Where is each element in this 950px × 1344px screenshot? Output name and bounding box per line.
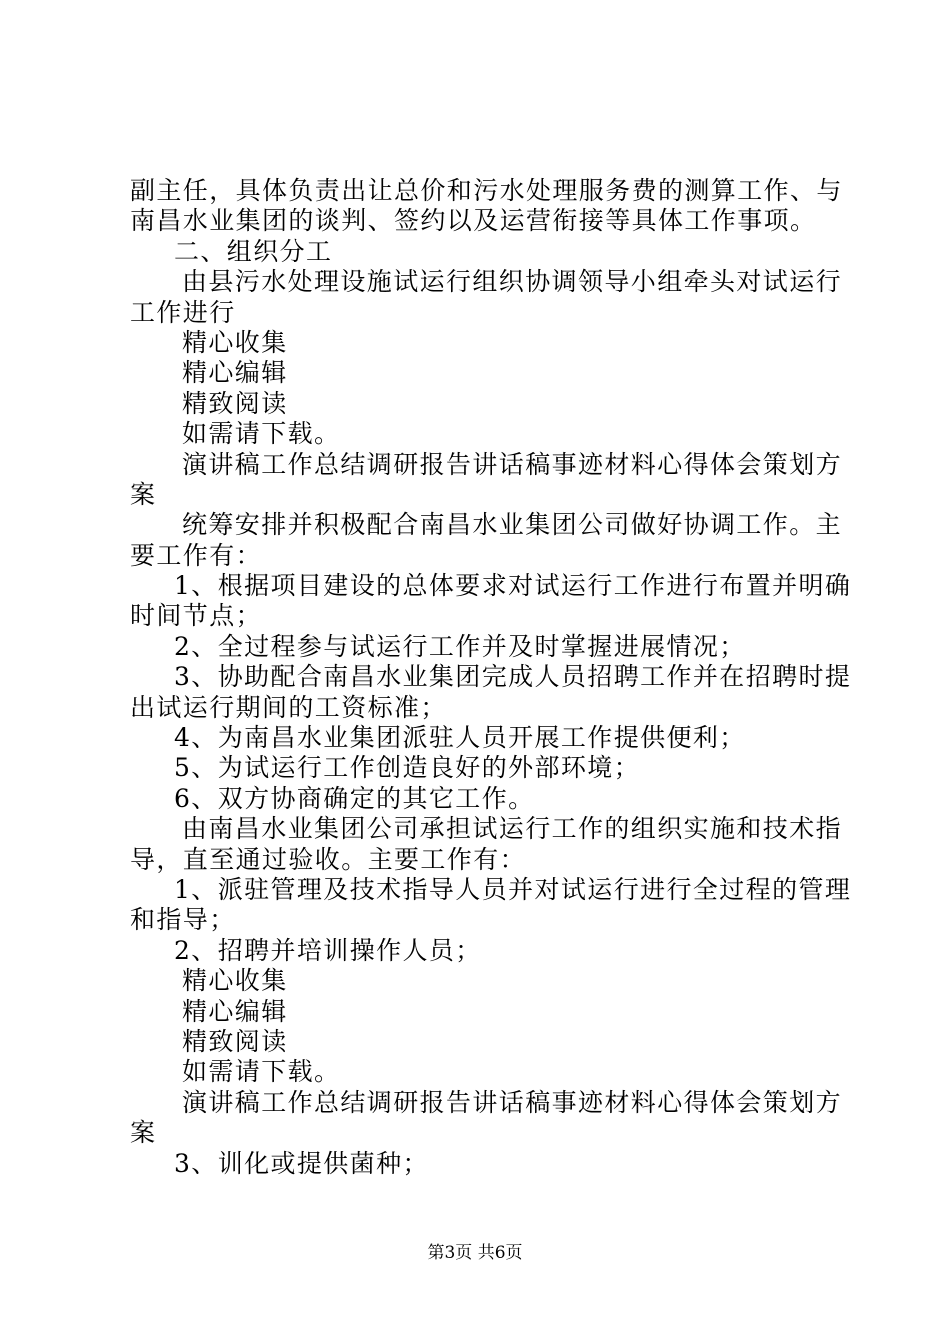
text-line: 由南昌水业集团公司承担试运行工作的组织实施和技术指 bbox=[182, 814, 843, 844]
text-line: 精心编辑 bbox=[182, 358, 288, 388]
text-line: 5、为试运行工作创造良好的外部环境； bbox=[174, 753, 641, 783]
text-line: 如需请下载。 bbox=[182, 419, 341, 449]
text-line: 和指导； bbox=[130, 905, 236, 935]
text-line: 演讲稿工作总结调研报告讲话稿事迹材料心得体会策划方 bbox=[182, 449, 843, 479]
text-line: 2、全过程参与试运行工作并及时掌握进展情况； bbox=[174, 631, 746, 661]
text-line: 副主任，具体负责出让总价和污水处理服务费的测算工作、与 bbox=[130, 176, 843, 205]
page-footer: 第3页 共6页 bbox=[427, 1243, 523, 1263]
text-line: 案 bbox=[130, 479, 157, 509]
text-line: 南昌水业集团的谈判、签约以及运营衔接等具体工作事项。 bbox=[130, 206, 817, 236]
text-line: 时间节点； bbox=[130, 601, 263, 631]
text-line: 1、根据项目建设的总体要求对试运行工作进行布置并明确 bbox=[174, 571, 852, 601]
text-line: 要工作有： bbox=[130, 540, 263, 570]
text-line: 导，直至通过验收。主要工作有： bbox=[130, 844, 527, 874]
text-line: 出试运行期间的工资标准； bbox=[130, 692, 447, 722]
text-line: 案 bbox=[130, 1118, 157, 1148]
text-line: 4、为南昌水业集团派驻人员开展工作提供便利； bbox=[174, 723, 746, 753]
text-line: 2、招聘并培训操作人员； bbox=[174, 935, 482, 965]
text-line: 如需请下载。 bbox=[182, 1057, 341, 1087]
text-line: 统筹安排并积极配合南昌水业集团公司做好协调工作。主 bbox=[182, 510, 843, 540]
text-line: 精致阅读 bbox=[182, 388, 288, 418]
text-line: 精心编辑 bbox=[182, 996, 288, 1026]
text-line: 1、派驻管理及技术指导人员并对试运行进行全过程的管理 bbox=[174, 874, 852, 904]
document-body bbox=[130, 176, 852, 1179]
text-line: 精致阅读 bbox=[182, 1026, 288, 1056]
text-line: 二、组织分工 bbox=[174, 236, 333, 266]
text-line: 演讲稿工作总结调研报告讲话稿事迹材料心得体会策划方 bbox=[182, 1087, 843, 1117]
text-line: 6、双方协商确定的其它工作。 bbox=[174, 783, 535, 813]
text-line: 由县污水处理设施试运行组织协调领导小组牵头对试运行 bbox=[182, 267, 843, 297]
text-line: 工作进行 bbox=[130, 297, 236, 327]
text-line: 3、协助配合南昌水业集团完成人员招聘工作并在招聘时提 bbox=[174, 662, 852, 692]
text-line: 精心收集 bbox=[182, 966, 288, 996]
text-line: 3、训化或提供菌种； bbox=[174, 1148, 429, 1178]
text-line: 精心收集 bbox=[182, 327, 288, 357]
